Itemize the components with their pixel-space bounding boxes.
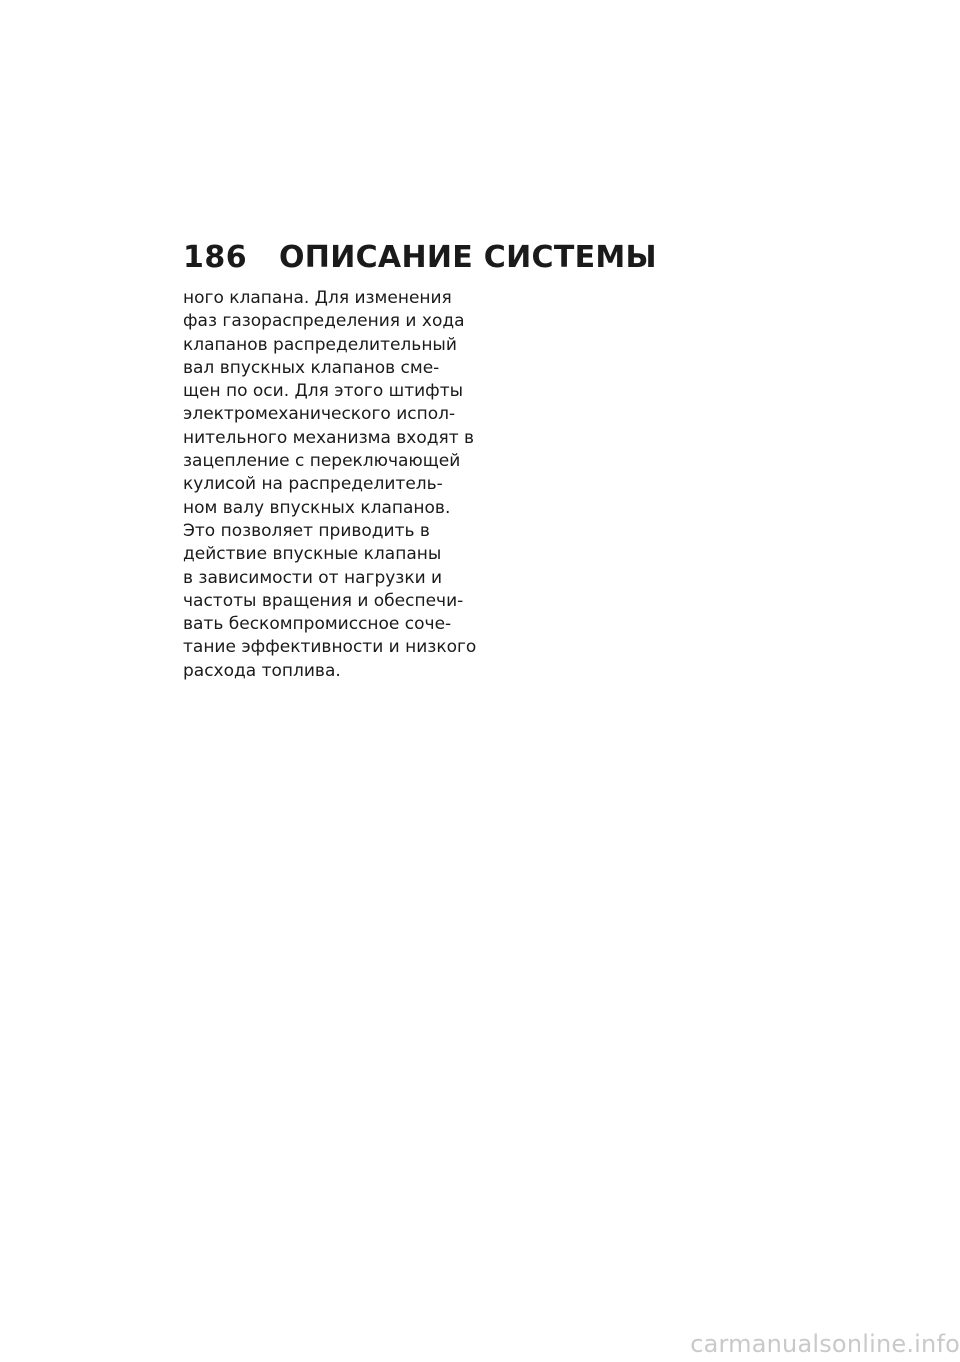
text-line: щен по оси. Для этого штифты — [183, 381, 464, 402]
text-line: ном валу впускных клапанов. — [183, 497, 451, 518]
text-line: ного клапана. Для изменения — [183, 288, 452, 308]
watermark-link[interactable]: carmanualsonline.info — [690, 1330, 960, 1358]
text-line: вать бескомпромиссное соче‐ — [183, 614, 452, 635]
text-line: фаз газораспределения и хода — [183, 311, 465, 332]
text-line: частоты вращения и обеспечи‐ — [183, 590, 464, 611]
text-line: Это позволяет приводить в — [183, 520, 430, 541]
body-paragraph — [183, 287, 483, 683]
text-line: электромеханического испол‐ — [183, 404, 456, 425]
section-title: ОПИСАНИЕ СИСТЕМЫ — [279, 240, 657, 275]
text-line: зацепление с переключающей — [183, 451, 461, 472]
text-line: в зависимости от нагрузки и — [183, 567, 443, 588]
page-number: 186 — [183, 240, 248, 275]
text-line: вал впускных клапанов сме‐ — [183, 357, 440, 378]
page-header — [183, 240, 657, 280]
text-line: клапанов распределительный — [183, 334, 457, 355]
text-line: нительного механизма входят в — [183, 427, 475, 448]
text-line: тание эффективности и низкого — [183, 637, 477, 658]
text-line: расхода топлива. — [183, 660, 341, 681]
text-line: кулисой на распределитель‐ — [183, 474, 443, 495]
text-line: действие впускные клапаны — [183, 544, 442, 565]
